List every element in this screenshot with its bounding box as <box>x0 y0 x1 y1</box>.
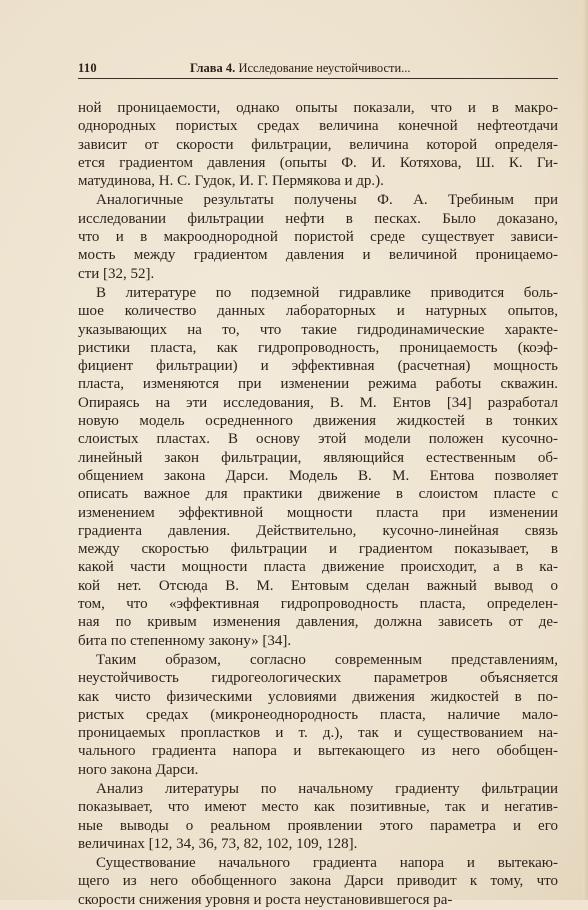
text-line: указывающих на то, что такие гидродинамические характе- <box>78 321 558 338</box>
text-line: ется градиентом давления (опыты Ф. И. Котяхова, Ш. К. Ги- <box>78 154 558 171</box>
text-line: ные выводы о реальном проявлении этого параметра и его <box>78 817 558 834</box>
paragraph <box>78 284 558 650</box>
text-line: что и в макрооднородной пористой среде существует зависи- <box>78 229 558 246</box>
paragraph <box>78 191 558 282</box>
text-line: том, что «эффективная гидропроводность пласта, определен- <box>78 596 558 613</box>
text-line: новую модель осредненного движения жидкостей в тонких <box>78 413 558 430</box>
text-line: Таким образом, согласно современным представлениям, <box>96 651 558 668</box>
text-line: описать важное для практики движение в слоистом пласте с <box>78 486 558 503</box>
text-line: слоистых пластах. В основу этой модели положен кусочно- <box>78 431 558 448</box>
text-line: Анализ литературы по начальному градиенту фильтрации <box>96 780 558 797</box>
body-text <box>78 99 558 910</box>
text-line: матудинова, Н. С. Гудок, И. Г. Пермякова и др.). <box>78 173 384 190</box>
text-line: кой нет. Отсюда В. М. Ентовым сделан важный вывод о <box>78 577 558 594</box>
text-line: ная по кривым изменения давления, должна зависеть от де- <box>78 614 558 631</box>
text-line: неустойчивость гидрогеологических параметров объясняется <box>78 670 558 687</box>
text-line: однородных пористых средах величина конечной нефтеотдачи <box>78 118 558 135</box>
text-line: чального градиента напора и вытекающего из него обобщен- <box>78 743 558 760</box>
text-line: Аналогичные результаты получены Ф. А. Требиным при <box>96 192 558 209</box>
text-line: Существование начального градиента напора и вытекаю- <box>96 855 558 872</box>
paragraph <box>78 854 558 909</box>
text-line: между скоростью фильтрации и градиентом показывает, в <box>78 541 558 558</box>
text-line: мость между градиентом давления и величиной проницаемо- <box>78 247 558 264</box>
text-line: скорости снижения уровня и роста неустановившегося ра- <box>78 891 453 908</box>
text-line: показывает, что имеют место как позитивные, так и негатив- <box>78 799 558 816</box>
chapter-title: Исследование неустойчивости... <box>238 61 411 75</box>
text-line: какой части мощности пласта движение происходит, а в ка- <box>78 559 558 576</box>
text-line: пласта, изменяются при изменении режима работы скважин. <box>78 376 558 393</box>
text-line: линейный закон фильтрации, являющийся естественным об- <box>78 449 558 466</box>
text-line: зависит от скорости фильтрации, величина которой определя- <box>78 136 558 153</box>
paragraph <box>78 780 558 853</box>
text-line: градиента давления. Действительно, кусочно-линейная связь <box>78 522 558 539</box>
text-line: шое количество данных лабораторных и натурных опытов, <box>78 303 558 320</box>
text-line: ристых средах (микронеоднородность пласта, наличие мало- <box>78 706 558 723</box>
text-line: проницаемых пропластков и т. д.), так и существованием на- <box>78 725 558 742</box>
text-line: величинах [12, 34, 36, 73, 82, 102, 109, 128]. <box>78 835 358 852</box>
paragraph <box>78 651 558 779</box>
text-line: исследовании фильтрации нефти в песках. Было доказано, <box>78 210 558 227</box>
text-line: В литературе по подземной гидравлике приводится боль- <box>96 284 558 301</box>
text-line: изменением эффективной мощности пласта при изменении <box>78 504 558 521</box>
text-line: щего из него обобщенного закона Дарси приводит к тому, что <box>78 873 558 890</box>
page-number: 110 <box>78 61 97 75</box>
text-line: сти [32, 52]. <box>78 265 155 282</box>
page-edge-shadow <box>582 0 588 900</box>
text-line: как чисто физическими условиями движения жидкостей в по- <box>78 688 558 705</box>
text-line: бита по степенному закону» [34]. <box>78 632 292 649</box>
chapter-label: Глава 4. <box>190 61 236 75</box>
text-line: фициент фильтрации) и эффективная (расчетная) мощность <box>78 358 558 375</box>
text-line: Опираясь на эти исследования, В. М. Ентов [34] разработал <box>78 394 558 411</box>
text-line: ной проницаемости, однако опыты показали, что и в макро- <box>78 100 558 116</box>
text-line: ного закона Дарси. <box>78 761 199 778</box>
running-head <box>190 61 411 76</box>
page-header <box>78 57 556 77</box>
header-rule <box>78 78 558 79</box>
text-line: ристики пласта, как гидропроводность, проницаемость (коэф- <box>78 339 558 356</box>
text-line: общением закона Дарси. Модель В. М. Ентова позволяет <box>78 467 558 484</box>
paragraph <box>78 99 558 190</box>
